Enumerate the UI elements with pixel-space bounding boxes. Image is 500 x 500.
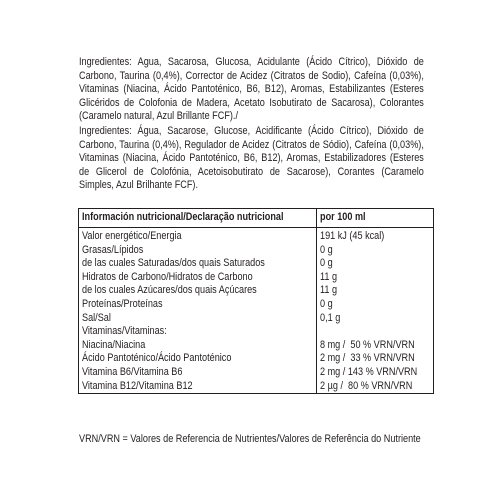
nutrition-row-energy: Valor energético/Energia 191 kJ (45 kcal) — [79, 228, 434, 244]
nutrition-table — [78, 208, 434, 394]
nutrition-row-saturates: de las cuales Saturadas/dos quais Saturados 0 g — [79, 257, 434, 271]
nutrition-header-row — [79, 209, 434, 228]
footnote-vrn: VRN/VRN = Valores de Referencia de Nutrientes/Valores de Referência do Nutriente — [79, 433, 421, 445]
nutrition-row-pantothenic: Ácido Pantoténico/Ácido Pantoténico 2 mg / 33 % VRN/VRN — [79, 352, 434, 366]
ingredients-portuguese: Ingredientes: Água, Sacarose, Glucose, Acidificante (Ácido Cítrico), Dióxido de Carbono, Taurina (0,4%), Regulador de Acidez (Citratos de Sódio), Cafeína (0,03%), Vitaminas (Niacina, Ácido Pantoténico, B6, B12), Aromas, Estabilizadores (Esteres de Glicerol de Colofónia, Acetoisobutirato de Sacarose), Corantes (Caramelo Simples, Azul Brilhante FCF). — [79, 125, 424, 192]
nutrition-row-niacin: Niacina/Niacina 8 mg / 50 % VRN/VRN — [79, 339, 434, 353]
nutrition-row-protein: Proteínas/Proteínas 0 g — [79, 298, 434, 312]
nutrition-header-value: por 100 ml — [317, 209, 434, 228]
nutrition-row-fat: Grasas/Lípidos 0 g — [79, 244, 434, 258]
nutrition-row-vitamins-heading: Vitaminas/Vitaminas: — [79, 325, 434, 339]
nutrition-header-label: Información nutricional/Declaração nutricional — [79, 209, 317, 228]
nutrition-row-carbohydrate: Hidratos de Carbono/Hidratos de Carbono 11 g — [79, 271, 434, 285]
nutrition-row-b12: Vitamina B12/Vitamina B12 2 µg / 80 % VRN/VRN — [79, 380, 434, 394]
nutrition-row-sugars: de los cuales Azúcares/dos quais Açúcares 11 g — [79, 284, 434, 298]
nutrition-row-b6: Vitamina B6/Vitamina B6 2 mg / 143 % VRN/VRN — [79, 366, 434, 380]
nutrition-row-salt: Sal/Sal 0,1 g — [79, 312, 434, 326]
ingredients-spanish: Ingredientes: Agua, Sacarosa, Glucosa, Acidulante (Ácido Cítrico), Dióxido de Carbono, Taurina (0,4%), Corrector de Acidez (Citratos de Sodio), Cafeína (0,03%), Vitaminas (Niacina, Ácido Pantoténico, B6, B12), Aromas, Estabilizantes (Esteres Glicéridos de Colofonia de Madera, Acetato Isobutirato de Sacarosa), Colorantes (Caramelo natural, Azul Brillante FCF)./ — [79, 56, 424, 123]
